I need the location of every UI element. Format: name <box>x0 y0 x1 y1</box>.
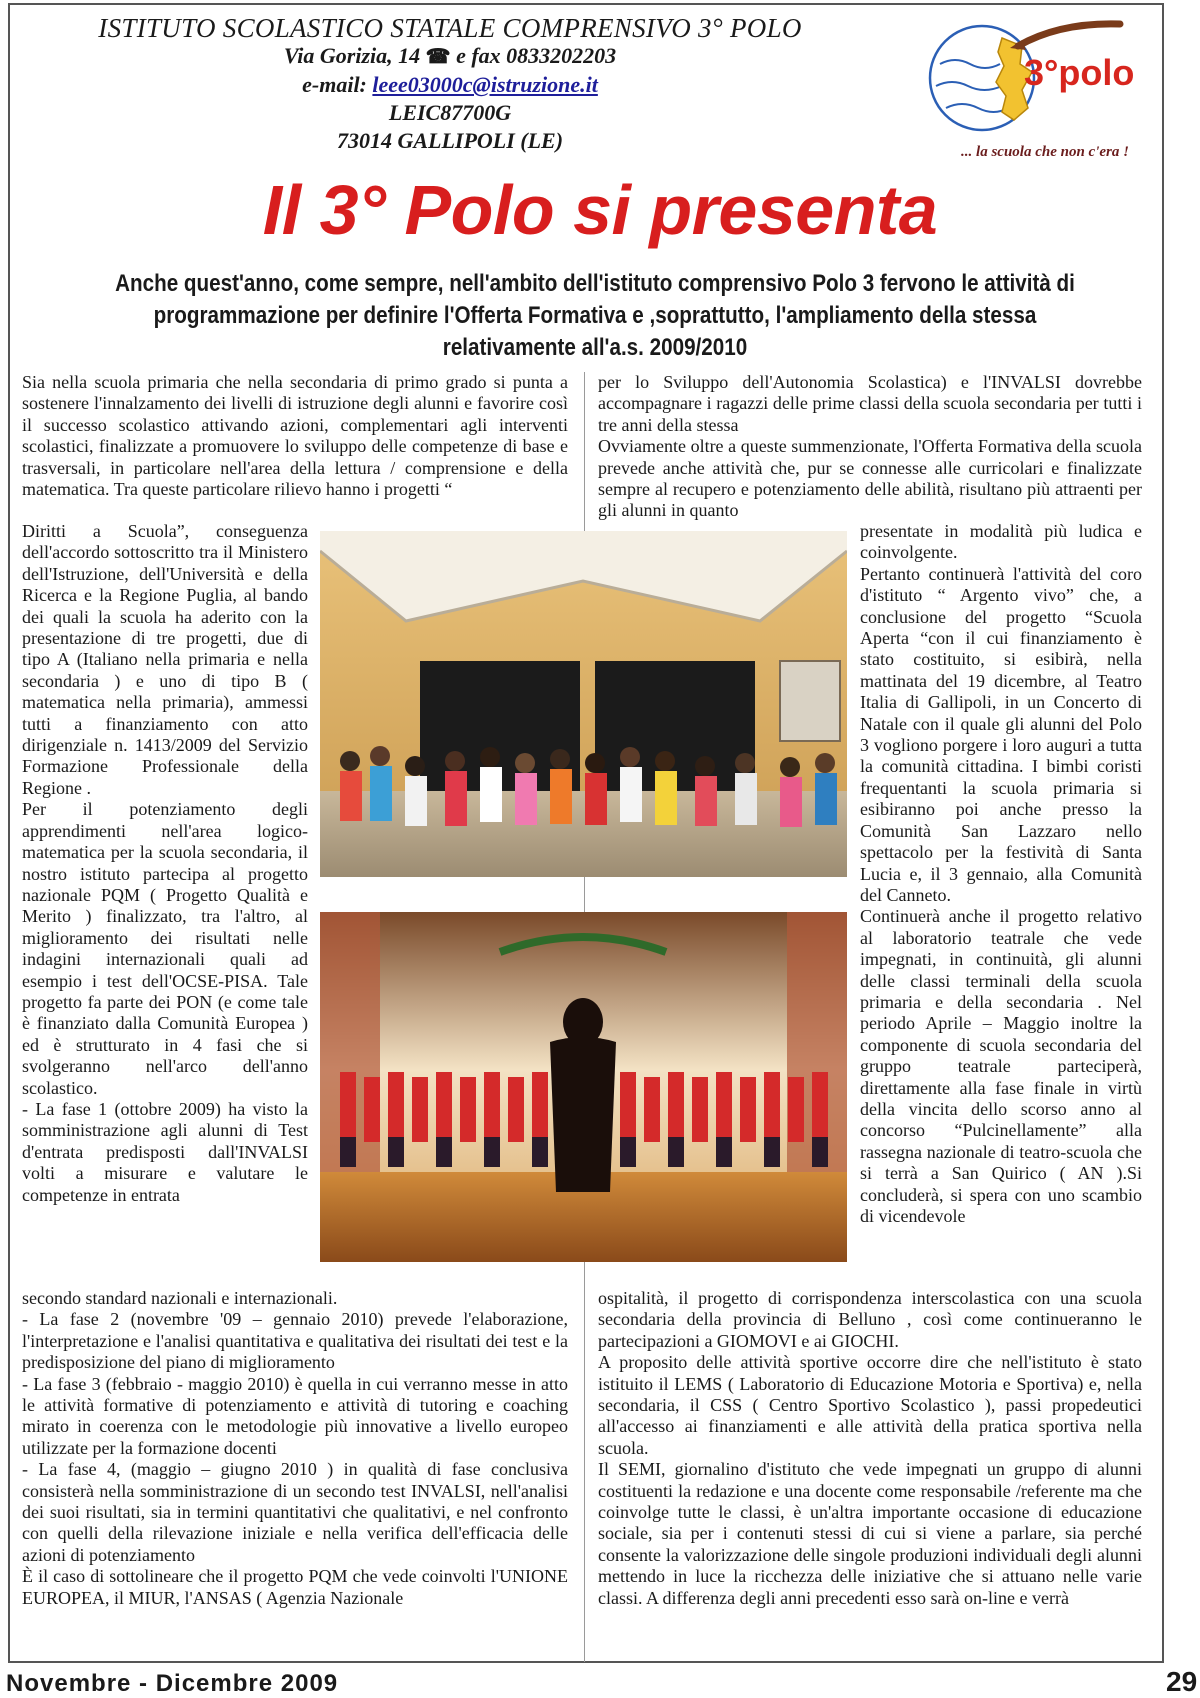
school-entrance-image <box>320 531 847 877</box>
paragraph: Ovviamente oltre a queste summenzionate, l'Offerta Formativa della scuola prevede anche attività che, pur se connesse alle curricolari e finalizzate sempre al recupero e potenziamento delle abilità, risultano più attraenti per gli alunni in quanto <box>598 436 1142 521</box>
paragraph: secondo standard nazionali e internazionali. <box>22 1288 338 1308</box>
school-logo <box>910 16 1140 174</box>
logo-text: 3°polo <box>1024 52 1135 93</box>
paragraph: È il caso di sottolineare che il progetto PQM che vede coinvolti l'UNIONE EUROPEA, il MIUR, l'ANSAS ( Agenzia Nazionale <box>22 1566 568 1608</box>
page-title: Il 3° Polo si presenta <box>262 171 938 249</box>
paragraph: Per il potenziamento degli apprendimenti nell'area logico-matematica per la scuola secondaria, il nostro istituto partecipa al progetto nazionale PQM ( Progetto Qualità e Merito ) finalizzato, tra l'altro, al miglioramento dei risultati nelle indagini internazionali quali ad esempio i test dell'OCSE-PISA. Tale progetto fa parte dei PON (e come tale è finanziato dalla Comunità Europea ) ed è strutturato in 4 fasi che si svolgeranno nell'arco dell'anno scolastico. <box>22 799 308 1098</box>
paragraph: presentate in modalità più ludica e coinvolgente. <box>860 521 1142 563</box>
photo-school-entrance <box>320 531 847 877</box>
school-header <box>10 14 890 155</box>
phone-icon: ☎ <box>425 46 451 68</box>
paragraph: ospitalità, il progetto di corrispondenza interscolastica con una scuola secondaria della provincia di Belluno , così come continueranno le partecipazioni a GIOMOVI e ai GIOCHI. <box>598 1288 1142 1351</box>
paragraph: per lo Sviluppo dell'Autonomia Scolastica) e l'INVALSI dovrebbe accompagnare i ragazzi delle prime classi della scuola secondaria per tutti i tre anni della stessa <box>598 372 1142 435</box>
paragraph: Sia nella scuola primaria che nella secondaria di primo grado si punta a sostenere l'innalzamento dei livelli di istruzione degli alunni e favorire così il successo scolastico attivando azioni, complementari agli interventi scolastici, finalizzate a promuovere lo sviluppo delle competenze di base e trasversali, in particolare nell'area della lettura / comprensione e della matematica. Tra queste particolare rilievo hanno i progetti “ <box>22 372 568 500</box>
address-line <box>10 42 890 71</box>
school-code: LEIC87700G <box>388 100 512 125</box>
right-column-bottom <box>598 1288 1142 1609</box>
left-column-top <box>22 372 568 500</box>
choir-stage-image <box>320 912 847 1262</box>
email-line <box>10 71 890 99</box>
logo-slogan: ... la scuola che non c'era ! <box>961 144 1129 160</box>
right-column-narrow <box>860 521 1142 1227</box>
email-label: e-mail: <box>302 72 367 97</box>
paragraph: - La fase 1 (ottobre 2009) ha visto la somministrazione agli alunni di Test d'entrata predisposti dall'INVALSI volti a misurare e valutare le competenze in entrata <box>22 1098 308 1205</box>
paragraph: Diritti a Scuola”, conseguenza dell'accordo sottoscritto tra il Ministero dell'Istruzione, dell'Università e della Ricerca e la Regione Puglia, al bando dei quali la scuola ha aderito con la presentazione di tre progetti, due di tipo A (Italiano nella primaria e nella secondaria ) e uno di tipo B ( matematica nella primaria), ammessi tutti a finanziamento con atto dirigenziale n. 1413/2009 del Servizio Formazione Professionale della Regione . <box>22 521 308 798</box>
lead-paragraph: Anche quest'anno, come sempre, nell'ambito dell'istituto comprensivo Polo 3 fervono le attività di programmazione per definire l'Offerta Formativa e ,soprattutto, l'ampliamento della stessa relativamente all'a.s. 2009/2010 <box>115 270 1075 361</box>
left-column-bottom <box>22 1288 568 1609</box>
paragraph: - La fase 4, (maggio – giugno 2010 ) in qualità di fase conclusiva consisterà nella somministrazione di un secondo test INVALSI, nell'analisi dei suoi risultati, sia in termini quantitativi che qualitativi, e nel confronto con quelli della rilevazione iniziale e nella verifica dell'efficacia delle azioni di potenziamento <box>22 1459 568 1565</box>
address: Via Gorizia, 14 <box>283 43 421 68</box>
right-column-top <box>598 372 1142 522</box>
school-city: 73014 GALLIPOLI (LE) <box>336 128 564 153</box>
institute-name: ISTITUTO SCOLASTICO STATALE COMPRENSIVO 3° POLO <box>98 13 802 43</box>
page-number: 29 <box>1166 1666 1198 1697</box>
paragraph: Il SEMI, giornalino d'istituto che vede impegnati un gruppo di alunni costituenti la redazione e una docente come responsabile /referente ma che coinvolge tutte le classi, è un'altra importante occasione di educazione sociale, sia per i contenuti stessi di cui si viene a parlare, sia perché consente la valorizzazione delle singole produzioni individuali degli alunni mettendo in luce la ricchezza delle iniziative che si attuano nelle varie classi. A differenza degli anni precedenti esso sarà on-line e verrà <box>598 1459 1142 1608</box>
paragraph: Pertanto continuerà l'attività del coro d'istituto “ Argento vivo” che, a conclusione del progetto “Scuola Aperta “con il cui finanziamento è stato costituito, si esibirà, nella mattinata del 19 dicembre, al Teatro Italia di Gallipoli, in un Concerto di Natale con il quale gli alunni del Polo 3 vogliono porgere i loro auguri a tutta la comunità cittadina. I bimbi coristi frequentanti la scuola primaria si esibiranno poi anche presso la Comunità San Lazzaro nello spettacolo per la festività di Santa Lucia e, il 3 gennaio, alla Comunità del Canneto. <box>860 563 1142 905</box>
phone: e fax 0833202203 <box>456 43 617 68</box>
left-column-narrow <box>22 521 308 1206</box>
footer-date: Novembre - Dicembre 2009 <box>6 1670 339 1697</box>
paragraph: - La fase 3 (febbraio - maggio 2010) è quella in cui verranno messe in atto le attività formative di potenziamento e attività di tutoring e coaching mirato in coerenza con le metodologie più innovative a livello europeo utilizzate per la formazione docenti <box>22 1373 568 1458</box>
email-link[interactable]: leee03000c@istruzione.it <box>372 72 598 97</box>
paragraph: Continuerà anche il progetto relativo al laboratorio teatrale che vede impegnati, in continuità, gli alunni delle classi terminali della scuola primaria e della secondaria . Nel periodo Aprile – Maggio inoltre la componente di scuola secondaria del gruppo teatrale parteciperà, direttamente alla fase finale in virtù della vincita dello scorso anno al concorso “Pulcinellamente” alla rassegna nazionale di teatro-scuola che si terrà a San Quirico ( AN ).Si concluderà, si spera con uno scambio di vicendevole <box>860 906 1142 1226</box>
paragraph: A proposito delle attività sportive occorre dire che nell'istituto è stato istituito il LEMS ( Laboratorio di Educazione Motoria e Sportiva) e, nella secondaria, il CSS ( Centro Sportivo Scolastico ), passi propedeutici all'accesso ai finanziamenti e alle attività della pratica sportiva nella scuola. <box>598 1352 1142 1458</box>
paragraph: - La fase 2 (novembre '09 – gennaio 2010) prevede l'elaborazione, l'interpretazione e l'analisi quantitativa e qualitativa dei risultati dei test e la predisposizione del piano di miglioramento <box>22 1309 568 1373</box>
photo-choir-stage <box>320 912 847 1262</box>
